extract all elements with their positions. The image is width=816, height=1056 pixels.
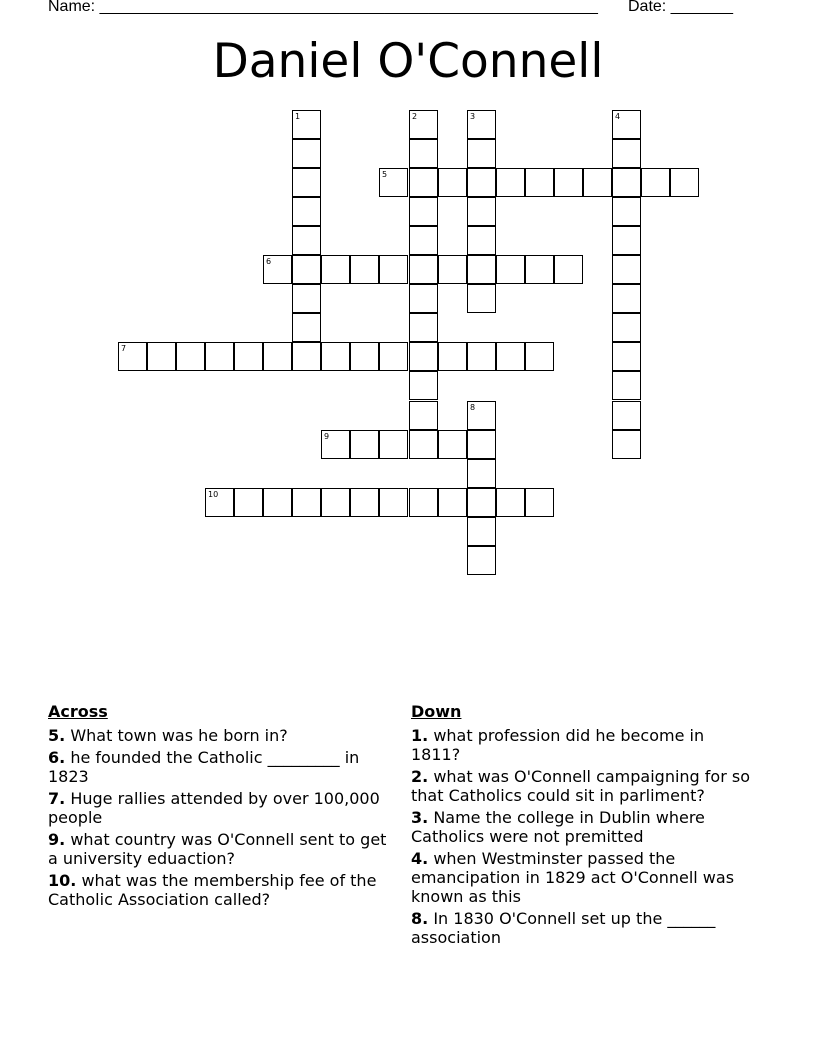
crossword-cell[interactable] <box>612 226 641 255</box>
crossword-cell[interactable] <box>409 255 438 284</box>
crossword-cell[interactable] <box>496 168 525 197</box>
clue-text: Name the college in Dublin where Catholics were not premitted <box>411 808 705 846</box>
crossword-cell[interactable] <box>525 255 554 284</box>
crossword-cell[interactable] <box>234 488 263 517</box>
crossword-cell[interactable] <box>612 110 641 139</box>
crossword-cell[interactable] <box>292 255 321 284</box>
crossword-cell[interactable] <box>554 168 583 197</box>
crossword-cell[interactable] <box>379 342 408 371</box>
clue-across <box>48 871 393 909</box>
crossword-cell[interactable] <box>641 168 670 197</box>
cell-number: 1 <box>295 112 301 121</box>
crossword-cell[interactable] <box>350 430 379 459</box>
clue-text: What town was he born in? <box>70 726 288 745</box>
crossword-cell[interactable] <box>467 401 496 430</box>
crossword-cell[interactable] <box>292 168 321 197</box>
crossword-cell[interactable] <box>292 110 321 139</box>
crossword-cell[interactable] <box>554 255 583 284</box>
crossword-cell[interactable] <box>496 255 525 284</box>
crossword-cell[interactable] <box>467 255 496 284</box>
crossword-cell[interactable] <box>467 139 496 168</box>
cell-number: 3 <box>470 112 476 121</box>
clue-down <box>411 849 756 906</box>
name-field-label[interactable]: Name: ________________________________________________________ <box>48 0 598 15</box>
crossword-cell[interactable] <box>350 488 379 517</box>
clue-text: Huge rallies attended by over 100,000 people <box>48 789 380 827</box>
date-field-label[interactable]: Date: _______ <box>628 0 733 15</box>
crossword-cell[interactable] <box>292 284 321 313</box>
crossword-cell[interactable] <box>612 371 641 400</box>
crossword-cell[interactable] <box>205 342 234 371</box>
crossword-cell[interactable] <box>467 226 496 255</box>
crossword-cell[interactable] <box>409 401 438 430</box>
crossword-cell[interactable] <box>350 342 379 371</box>
crossword-cell[interactable] <box>409 197 438 226</box>
crossword-cell[interactable] <box>379 488 408 517</box>
crossword-cell[interactable] <box>467 517 496 546</box>
crossword-cell[interactable] <box>292 197 321 226</box>
crossword-cell[interactable] <box>321 255 350 284</box>
clue-text: what was the membership fee of the Catholic Association called? <box>48 871 377 909</box>
crossword-cell[interactable] <box>525 342 554 371</box>
crossword-cell[interactable] <box>467 459 496 488</box>
clue-number: 9. <box>48 830 66 849</box>
crossword-cell[interactable] <box>612 255 641 284</box>
down-heading: Down <box>411 702 462 721</box>
crossword-cell[interactable] <box>263 488 292 517</box>
clue-number: 1. <box>411 726 429 745</box>
across-clues <box>48 702 393 912</box>
clue-down <box>411 909 756 947</box>
crossword-cell[interactable] <box>409 313 438 342</box>
crossword-cell[interactable] <box>467 546 496 575</box>
clue-number: 6. <box>48 748 66 767</box>
cell-number: 2 <box>412 112 418 121</box>
clue-number: 4. <box>411 849 429 868</box>
crossword-cell[interactable] <box>350 255 379 284</box>
crossword-cell[interactable] <box>583 168 612 197</box>
crossword-cell[interactable] <box>292 488 321 517</box>
clue-across <box>48 726 393 745</box>
clue-text: what profession did he become in 1811? <box>411 726 705 764</box>
crossword-cell[interactable] <box>409 430 438 459</box>
clue-text: In 1830 O'Connell set up the ______ association <box>411 909 716 947</box>
clue-down <box>411 767 756 805</box>
crossword-cell[interactable] <box>467 488 496 517</box>
clue-down <box>411 808 756 846</box>
crossword-cell[interactable] <box>612 139 641 168</box>
cell-number: 5 <box>382 170 388 179</box>
crossword-cell[interactable] <box>467 284 496 313</box>
cell-number: 7 <box>121 344 127 353</box>
crossword-cell[interactable] <box>409 226 438 255</box>
crossword-cell[interactable] <box>321 342 350 371</box>
crossword-cell[interactable] <box>612 430 641 459</box>
crossword-cell[interactable] <box>467 342 496 371</box>
crossword-cell[interactable] <box>292 139 321 168</box>
crossword-cell[interactable] <box>670 168 699 197</box>
crossword-cell[interactable] <box>467 197 496 226</box>
clue-across <box>48 830 393 868</box>
crossword-cell[interactable] <box>292 313 321 342</box>
crossword-cell[interactable] <box>612 168 641 197</box>
clue-number: 7. <box>48 789 66 808</box>
clue-text: he founded the Catholic _________ in 1823 <box>48 748 360 786</box>
clue-across <box>48 789 393 827</box>
cell-number: 10 <box>208 490 219 499</box>
crossword-cell[interactable] <box>409 488 438 517</box>
crossword-cell[interactable] <box>612 342 641 371</box>
crossword-cell[interactable] <box>379 255 408 284</box>
page-title: Daniel O'Connell <box>212 34 604 89</box>
crossword-cell[interactable] <box>409 284 438 313</box>
across-heading: Across <box>48 702 108 721</box>
crossword-cell[interactable] <box>379 168 408 197</box>
crossword-cell[interactable] <box>438 430 467 459</box>
clue-number: 10. <box>48 871 77 890</box>
crossword-cell[interactable] <box>379 430 408 459</box>
crossword-cell[interactable] <box>147 342 176 371</box>
clue-text: what was O'Connell campaigning for so that Catholics could sit in parliment? <box>411 767 750 805</box>
crossword-cell[interactable] <box>612 197 641 226</box>
crossword-cell[interactable] <box>438 168 467 197</box>
crossword-cell[interactable] <box>612 313 641 342</box>
clue-number: 8. <box>411 909 429 928</box>
crossword-cell[interactable] <box>176 342 205 371</box>
down-clues <box>411 702 756 950</box>
clue-text: what country was O'Connell sent to get a university eduaction? <box>48 830 387 868</box>
crossword-cell[interactable] <box>409 110 438 139</box>
crossword-cell[interactable] <box>263 255 292 284</box>
crossword-cell[interactable] <box>118 342 147 371</box>
clue-across <box>48 748 393 786</box>
crossword-cell[interactable] <box>292 226 321 255</box>
crossword-cell[interactable] <box>409 139 438 168</box>
crossword-cell[interactable] <box>612 401 641 430</box>
clue-down <box>411 726 756 764</box>
crossword-cell[interactable] <box>409 371 438 400</box>
crossword-cell[interactable] <box>263 342 292 371</box>
crossword-cell[interactable] <box>321 430 350 459</box>
cell-number: 4 <box>615 112 621 121</box>
crossword-cell[interactable] <box>321 488 350 517</box>
clue-number: 2. <box>411 767 429 786</box>
crossword-cell[interactable] <box>409 168 438 197</box>
clue-number: 5. <box>48 726 66 745</box>
crossword-cell[interactable] <box>292 342 321 371</box>
cell-number: 8 <box>470 403 476 412</box>
cell-number: 9 <box>324 432 330 441</box>
crossword-cell[interactable] <box>438 255 467 284</box>
clue-text: when Westminster passed the emancipation in 1829 act O'Connell was known as this <box>411 849 735 906</box>
crossword-cell[interactable] <box>467 168 496 197</box>
crossword-cell[interactable] <box>205 488 234 517</box>
crossword-cell[interactable] <box>438 488 467 517</box>
crossword-cell[interactable] <box>234 342 263 371</box>
cell-number: 6 <box>266 257 272 266</box>
crossword-cell[interactable] <box>438 342 467 371</box>
crossword-cell[interactable] <box>612 284 641 313</box>
crossword-cell[interactable] <box>467 430 496 459</box>
crossword-cell[interactable] <box>525 488 554 517</box>
crossword-cell[interactable] <box>467 110 496 139</box>
crossword-cell[interactable] <box>525 168 554 197</box>
crossword-cell[interactable] <box>496 342 525 371</box>
clue-number: 3. <box>411 808 429 827</box>
crossword-cell[interactable] <box>409 342 438 371</box>
crossword-cell[interactable] <box>496 488 525 517</box>
